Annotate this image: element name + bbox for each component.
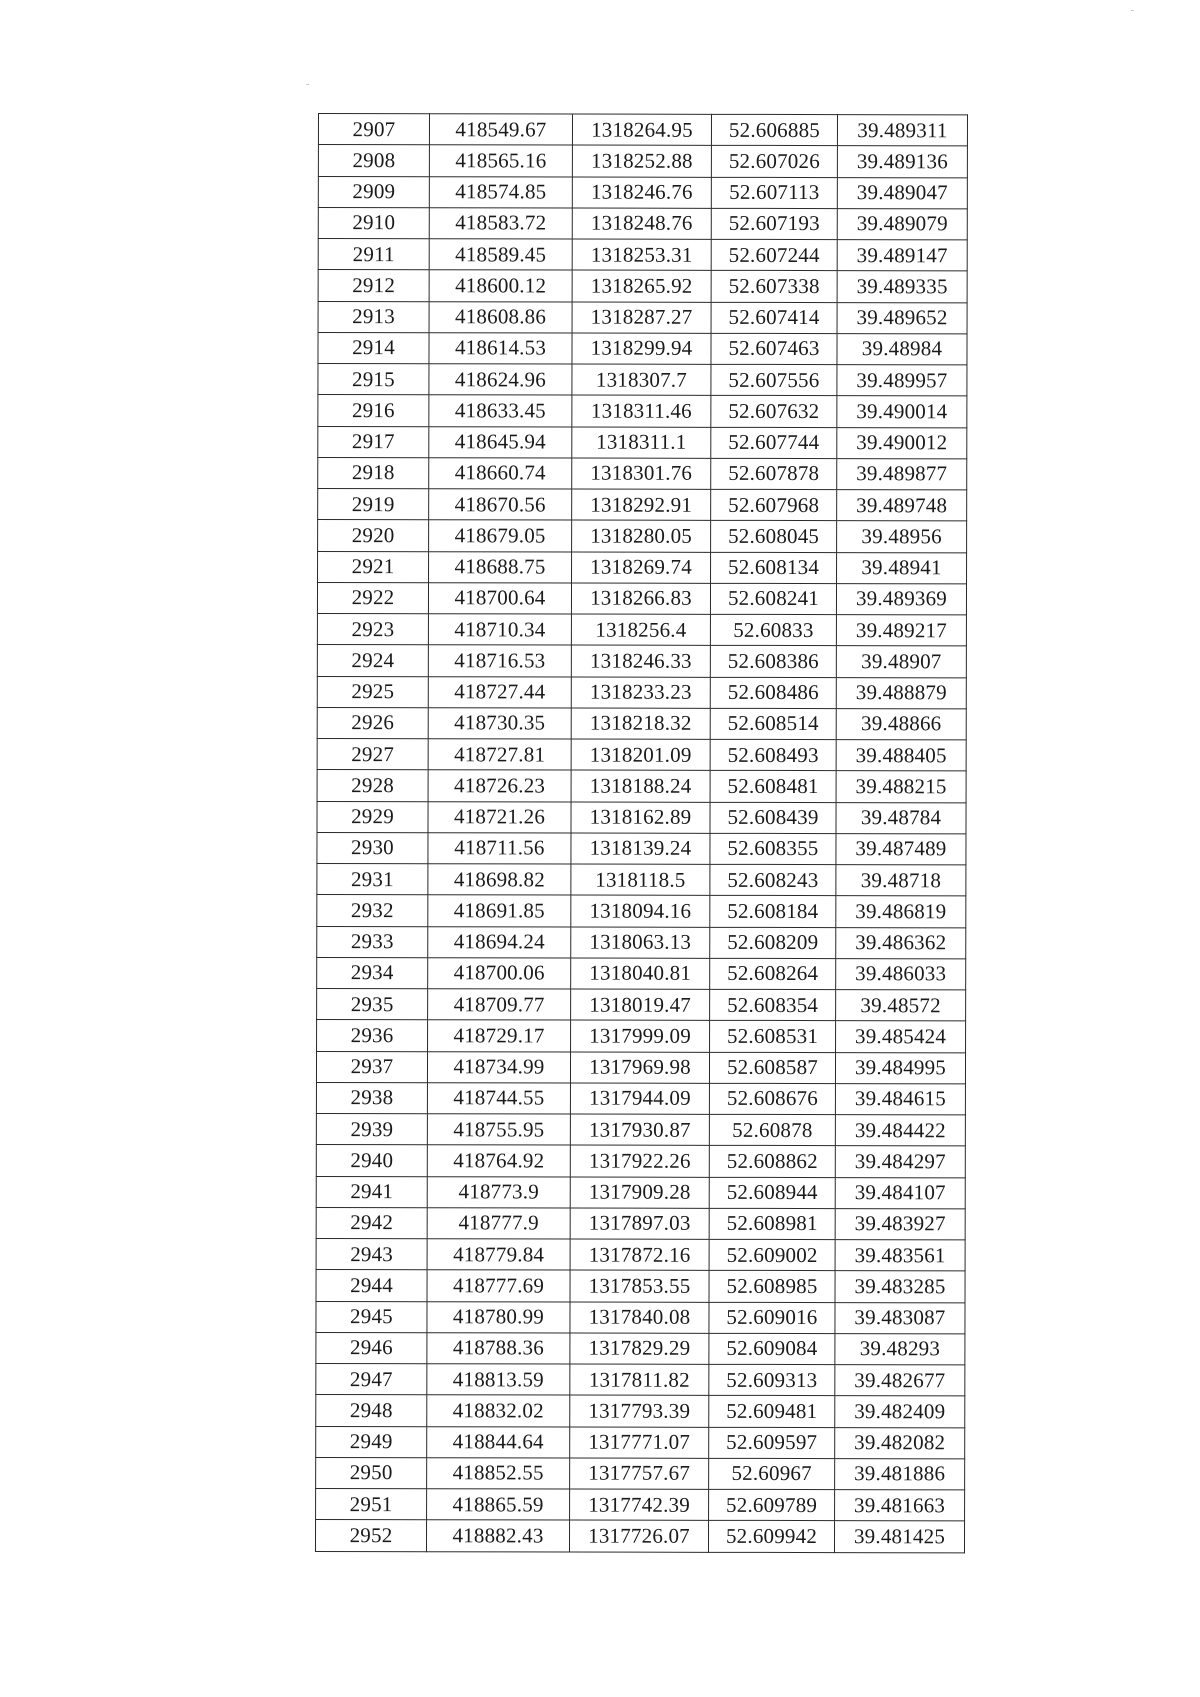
- point-number-cell: 2924: [317, 645, 428, 676]
- table-row: [317, 770, 966, 803]
- y-coordinate-cell: 1318252.88: [572, 145, 711, 177]
- point-number-cell: 2919: [318, 489, 429, 520]
- latitude-cell: 52.608354: [710, 989, 836, 1021]
- point-number-cell: 2936: [317, 1020, 428, 1051]
- table-row: [317, 926, 966, 959]
- y-coordinate-cell: 1318162.89: [571, 802, 710, 834]
- latitude-cell: 52.608531: [710, 1021, 836, 1053]
- longitude-cell: 39.490014: [837, 396, 967, 428]
- table-row: [317, 895, 966, 928]
- x-coordinate-cell: 418574.85: [429, 176, 572, 208]
- longitude-cell: 39.48941: [837, 552, 967, 584]
- y-coordinate-cell: 1318246.33: [571, 645, 710, 677]
- table-row: [318, 520, 967, 553]
- point-number-cell: 2907: [318, 114, 429, 145]
- longitude-cell: 39.489957: [837, 365, 967, 397]
- table-row: [318, 239, 967, 272]
- latitude-cell: 52.609481: [709, 1396, 835, 1428]
- table-row: [318, 332, 967, 365]
- x-coordinate-cell: 418721.26: [428, 801, 571, 833]
- latitude-cell: 52.608386: [710, 646, 836, 678]
- point-number-cell: 2911: [318, 239, 429, 270]
- table-row: [316, 1207, 965, 1240]
- x-coordinate-cell: 418633.45: [429, 395, 572, 427]
- y-coordinate-cell: 1318253.31: [572, 239, 711, 271]
- table-row: [316, 1051, 965, 1084]
- table-row: [316, 1238, 965, 1271]
- latitude-cell: 52.609789: [709, 1489, 835, 1521]
- latitude-cell: 52.608862: [709, 1146, 835, 1178]
- x-coordinate-cell: 418788.36: [427, 1332, 570, 1364]
- table-row: [318, 364, 967, 397]
- latitude-cell: 52.608587: [709, 1052, 835, 1084]
- longitude-cell: 39.484615: [835, 1083, 965, 1115]
- longitude-cell: 39.490012: [837, 427, 967, 459]
- longitude-cell: 39.486033: [836, 958, 966, 990]
- latitude-cell: 52.60833: [710, 614, 836, 646]
- y-coordinate-cell: 1318311.1: [572, 427, 711, 459]
- latitude-cell: 52.607244: [711, 239, 837, 271]
- x-coordinate-cell: 418777.9: [427, 1207, 570, 1239]
- table-row: [318, 301, 967, 334]
- table-row: [316, 1113, 965, 1146]
- latitude-cell: 52.609016: [709, 1302, 835, 1334]
- scan-speck: [1131, 10, 1134, 11]
- latitude-cell: 52.608241: [710, 583, 836, 615]
- point-number-cell: 2915: [318, 364, 429, 395]
- longitude-cell: 39.484422: [835, 1115, 965, 1147]
- y-coordinate-cell: 1318246.76: [572, 177, 711, 209]
- x-coordinate-cell: 418700.64: [428, 582, 571, 614]
- y-coordinate-cell: 1318269.74: [572, 552, 711, 584]
- x-coordinate-cell: 418730.35: [428, 707, 571, 739]
- latitude-cell: 52.609084: [709, 1333, 835, 1365]
- point-number-cell: 2910: [318, 207, 429, 238]
- longitude-cell: 39.489369: [836, 583, 966, 615]
- latitude-cell: 52.607878: [711, 458, 837, 490]
- point-number-cell: 2947: [316, 1363, 427, 1394]
- longitude-cell: 39.48784: [836, 802, 966, 834]
- x-coordinate-cell: 418865.59: [427, 1489, 570, 1521]
- longitude-cell: 39.489136: [837, 146, 967, 178]
- x-coordinate-cell: 418779.84: [427, 1239, 570, 1271]
- longitude-cell: 39.481886: [835, 1458, 965, 1490]
- latitude-cell: 52.609313: [709, 1364, 835, 1396]
- x-coordinate-cell: 418764.92: [427, 1145, 570, 1177]
- table-row: [318, 551, 967, 584]
- table-row: [315, 1520, 964, 1553]
- longitude-cell: 39.48293: [835, 1333, 965, 1365]
- x-coordinate-cell: 418614.53: [429, 332, 572, 364]
- x-coordinate-cell: 418744.55: [427, 1082, 570, 1114]
- table-row: [317, 801, 966, 834]
- x-coordinate-cell: 418832.02: [427, 1395, 570, 1427]
- x-coordinate-cell: 418716.53: [428, 645, 571, 677]
- y-coordinate-cell: 1318019.47: [571, 989, 710, 1021]
- point-number-cell: 2931: [317, 863, 428, 894]
- y-coordinate-cell: 1318248.76: [572, 208, 711, 240]
- point-number-cell: 2929: [317, 801, 428, 832]
- point-number-cell: 2941: [316, 1176, 427, 1207]
- longitude-cell: 39.481663: [835, 1490, 965, 1522]
- point-number-cell: 2946: [316, 1332, 427, 1363]
- y-coordinate-cell: 1318063.13: [571, 927, 710, 959]
- longitude-cell: 39.483285: [835, 1271, 965, 1303]
- coordinates-table: [315, 113, 968, 1553]
- latitude-cell: 52.607968: [711, 489, 837, 521]
- point-number-cell: 2935: [317, 988, 428, 1019]
- longitude-cell: 39.489147: [837, 240, 967, 272]
- latitude-cell: 52.607744: [711, 427, 837, 459]
- x-coordinate-cell: 418710.34: [428, 614, 571, 646]
- coordinates-table-body: [315, 114, 967, 1553]
- table-row: [317, 676, 966, 709]
- point-number-cell: 2913: [318, 301, 429, 332]
- x-coordinate-cell: 418645.94: [429, 426, 572, 458]
- x-coordinate-cell: 418729.17: [428, 1020, 571, 1052]
- latitude-cell: 52.608985: [709, 1271, 835, 1303]
- point-number-cell: 2912: [318, 270, 429, 301]
- y-coordinate-cell: 1317909.28: [570, 1177, 709, 1209]
- point-number-cell: 2920: [318, 520, 429, 551]
- table-row: [317, 707, 966, 740]
- latitude-cell: 52.608944: [709, 1177, 835, 1209]
- table-row: [318, 489, 967, 522]
- latitude-cell: 52.609597: [709, 1427, 835, 1459]
- table-row: [317, 832, 966, 865]
- y-coordinate-cell: 1318040.81: [571, 958, 710, 990]
- table-row: [317, 957, 966, 990]
- y-coordinate-cell: 1318188.24: [571, 770, 710, 802]
- y-coordinate-cell: 1317944.09: [570, 1083, 709, 1115]
- y-coordinate-cell: 1318307.7: [572, 364, 711, 396]
- table-row: [316, 1426, 965, 1459]
- point-number-cell: 2933: [317, 926, 428, 957]
- x-coordinate-cell: 418691.85: [428, 895, 571, 927]
- latitude-cell: 52.608264: [710, 958, 836, 990]
- table-row: [317, 582, 966, 615]
- x-coordinate-cell: 418755.95: [427, 1114, 570, 1146]
- x-coordinate-cell: 418670.56: [429, 489, 572, 521]
- table-row: [316, 1332, 965, 1365]
- x-coordinate-cell: 418549.67: [429, 114, 572, 146]
- longitude-cell: 39.48956: [837, 521, 967, 553]
- longitude-cell: 39.489047: [837, 177, 967, 209]
- longitude-cell: 39.48866: [836, 708, 966, 740]
- longitude-cell: 39.483087: [835, 1302, 965, 1334]
- longitude-cell: 39.48718: [836, 865, 966, 897]
- y-coordinate-cell: 1317853.55: [570, 1270, 709, 1302]
- y-coordinate-cell: 1318233.23: [571, 677, 710, 709]
- point-number-cell: 2923: [317, 613, 428, 644]
- y-coordinate-cell: 1318201.09: [571, 739, 710, 771]
- latitude-cell: 52.607632: [711, 396, 837, 428]
- x-coordinate-cell: 418589.45: [429, 239, 572, 271]
- x-coordinate-cell: 418777.69: [427, 1270, 570, 1302]
- y-coordinate-cell: 1317771.07: [570, 1427, 709, 1459]
- latitude-cell: 52.607414: [711, 302, 837, 334]
- point-number-cell: 2928: [317, 770, 428, 801]
- x-coordinate-cell: 418727.81: [428, 739, 571, 771]
- x-coordinate-cell: 418882.43: [426, 1520, 569, 1552]
- x-coordinate-cell: 418727.44: [428, 676, 571, 708]
- latitude-cell: 52.608439: [710, 802, 836, 834]
- point-number-cell: 2937: [316, 1051, 427, 1082]
- table-row: [316, 1082, 965, 1115]
- longitude-cell: 39.489877: [837, 458, 967, 490]
- latitude-cell: 52.607338: [711, 271, 837, 303]
- y-coordinate-cell: 1317811.82: [570, 1364, 709, 1396]
- point-number-cell: 2943: [316, 1238, 427, 1269]
- longitude-cell: 39.482082: [835, 1427, 965, 1459]
- y-coordinate-cell: 1318299.94: [572, 333, 711, 365]
- y-coordinate-cell: 1318218.32: [571, 708, 710, 740]
- longitude-cell: 39.489652: [837, 302, 967, 334]
- latitude-cell: 52.60878: [709, 1114, 835, 1146]
- latitude-cell: 52.608184: [710, 896, 836, 928]
- longitude-cell: 39.484297: [835, 1146, 965, 1178]
- table-row: [318, 176, 967, 209]
- latitude-cell: 52.608676: [709, 1083, 835, 1115]
- y-coordinate-cell: 1318139.24: [571, 833, 710, 865]
- y-coordinate-cell: 1318311.46: [572, 395, 711, 427]
- longitude-cell: 39.489335: [837, 271, 967, 303]
- table-row: [318, 426, 967, 459]
- longitude-cell: 39.484995: [835, 1052, 965, 1084]
- latitude-cell: 52.608981: [709, 1208, 835, 1240]
- point-number-cell: 2952: [315, 1520, 426, 1551]
- table-row: [318, 207, 967, 240]
- x-coordinate-cell: 418734.99: [427, 1051, 570, 1083]
- y-coordinate-cell: 1317922.26: [570, 1145, 709, 1177]
- point-number-cell: 2914: [318, 332, 429, 363]
- point-number-cell: 2945: [316, 1301, 427, 1332]
- point-number-cell: 2930: [317, 832, 428, 863]
- latitude-cell: 52.608045: [711, 521, 837, 553]
- point-number-cell: 2934: [317, 957, 428, 988]
- x-coordinate-cell: 418688.75: [429, 551, 572, 583]
- y-coordinate-cell: 1317726.07: [569, 1520, 708, 1552]
- y-coordinate-cell: 1318287.27: [572, 302, 711, 334]
- y-coordinate-cell: 1317872.16: [570, 1239, 709, 1271]
- x-coordinate-cell: 418624.96: [429, 364, 572, 396]
- longitude-cell: 39.482677: [835, 1365, 965, 1397]
- latitude-cell: 52.608493: [710, 739, 836, 771]
- x-coordinate-cell: 418608.86: [429, 301, 572, 333]
- y-coordinate-cell: 1318118.5: [571, 864, 710, 896]
- table-row: [317, 738, 966, 771]
- table-row: [318, 395, 967, 428]
- table-row: [317, 1020, 966, 1053]
- x-coordinate-cell: 418780.99: [427, 1301, 570, 1333]
- latitude-cell: 52.608355: [710, 833, 836, 865]
- latitude-cell: 52.608481: [710, 771, 836, 803]
- x-coordinate-cell: 418679.05: [429, 520, 572, 552]
- point-number-cell: 2918: [318, 457, 429, 488]
- y-coordinate-cell: 1317829.29: [570, 1333, 709, 1365]
- point-number-cell: 2948: [316, 1395, 427, 1426]
- latitude-cell: 52.606885: [711, 114, 837, 146]
- point-number-cell: 2950: [316, 1457, 427, 1488]
- x-coordinate-cell: 418773.9: [427, 1176, 570, 1208]
- latitude-cell: 52.607026: [711, 146, 837, 178]
- table-row: [316, 1270, 965, 1303]
- latitude-cell: 52.609002: [709, 1239, 835, 1271]
- table-row: [318, 270, 967, 303]
- longitude-cell: 39.486819: [836, 896, 966, 928]
- point-number-cell: 2908: [318, 145, 429, 176]
- point-number-cell: 2932: [317, 895, 428, 926]
- x-coordinate-cell: 418660.74: [429, 457, 572, 489]
- latitude-cell: 52.60967: [709, 1458, 835, 1490]
- x-coordinate-cell: 418600.12: [429, 270, 572, 302]
- latitude-cell: 52.608243: [710, 864, 836, 896]
- point-number-cell: 2909: [318, 176, 429, 207]
- point-number-cell: 2938: [316, 1082, 427, 1113]
- longitude-cell: 39.48572: [836, 990, 966, 1022]
- longitude-cell: 39.487489: [836, 833, 966, 865]
- point-number-cell: 2944: [316, 1270, 427, 1301]
- latitude-cell: 52.608134: [711, 552, 837, 584]
- x-coordinate-cell: 418813.59: [427, 1364, 570, 1396]
- table-row: [317, 645, 966, 678]
- x-coordinate-cell: 418726.23: [428, 770, 571, 802]
- table-row: [316, 1363, 965, 1396]
- table-row: [317, 613, 966, 646]
- y-coordinate-cell: 1317999.09: [571, 1020, 710, 1052]
- y-coordinate-cell: 1317742.39: [570, 1489, 709, 1521]
- y-coordinate-cell: 1317930.87: [570, 1114, 709, 1146]
- latitude-cell: 52.607113: [711, 177, 837, 209]
- table-row: [318, 114, 967, 147]
- y-coordinate-cell: 1318280.05: [572, 520, 711, 552]
- table-row: [316, 1395, 965, 1428]
- y-coordinate-cell: 1317897.03: [570, 1208, 709, 1240]
- table-row: [316, 1176, 965, 1209]
- point-number-cell: 2922: [317, 582, 428, 613]
- longitude-cell: 39.485424: [836, 1021, 966, 1053]
- table-row: [317, 863, 966, 896]
- point-number-cell: 2927: [317, 738, 428, 769]
- longitude-cell: 39.486362: [836, 927, 966, 959]
- longitude-cell: 39.489311: [837, 115, 967, 147]
- latitude-cell: 52.607463: [711, 333, 837, 365]
- point-number-cell: 2917: [318, 426, 429, 457]
- longitude-cell: 39.488405: [836, 740, 966, 772]
- y-coordinate-cell: 1317757.67: [570, 1458, 709, 1490]
- table-row: [316, 1145, 965, 1178]
- x-coordinate-cell: 418709.77: [428, 989, 571, 1021]
- longitude-cell: 39.484107: [835, 1177, 965, 1209]
- table-row: [316, 1488, 965, 1521]
- longitude-cell: 39.482409: [835, 1396, 965, 1428]
- x-coordinate-cell: 418844.64: [427, 1426, 570, 1458]
- point-number-cell: 2949: [316, 1426, 427, 1457]
- y-coordinate-cell: 1318292.91: [572, 489, 711, 521]
- x-coordinate-cell: 418583.72: [429, 207, 572, 239]
- longitude-cell: 39.48984: [837, 333, 967, 365]
- latitude-cell: 52.607556: [711, 364, 837, 396]
- point-number-cell: 2939: [316, 1113, 427, 1144]
- table-row: [318, 457, 967, 490]
- longitude-cell: 39.48907: [836, 646, 966, 678]
- point-number-cell: 2942: [316, 1207, 427, 1238]
- y-coordinate-cell: 1317840.08: [570, 1302, 709, 1334]
- x-coordinate-cell: 418694.24: [428, 926, 571, 958]
- scan-speck: [306, 84, 309, 85]
- longitude-cell: 39.488215: [836, 771, 966, 803]
- table-row: [316, 1457, 965, 1490]
- y-coordinate-cell: 1317793.39: [570, 1395, 709, 1427]
- point-number-cell: 2926: [317, 707, 428, 738]
- longitude-cell: 39.481425: [834, 1521, 964, 1553]
- latitude-cell: 52.608209: [710, 927, 836, 959]
- x-coordinate-cell: 418700.06: [428, 957, 571, 989]
- y-coordinate-cell: 1318094.16: [571, 895, 710, 927]
- point-number-cell: 2925: [317, 676, 428, 707]
- x-coordinate-cell: 418852.55: [427, 1457, 570, 1489]
- longitude-cell: 39.488879: [836, 677, 966, 709]
- longitude-cell: 39.483927: [835, 1208, 965, 1240]
- point-number-cell: 2951: [316, 1488, 427, 1519]
- latitude-cell: 52.608514: [710, 708, 836, 740]
- longitude-cell: 39.489079: [837, 208, 967, 240]
- y-coordinate-cell: 1318264.95: [572, 114, 711, 146]
- latitude-cell: 52.609942: [708, 1521, 834, 1553]
- x-coordinate-cell: 418698.82: [428, 864, 571, 896]
- point-number-cell: 2921: [318, 551, 429, 582]
- x-coordinate-cell: 418711.56: [428, 832, 571, 864]
- y-coordinate-cell: 1318266.83: [571, 583, 710, 615]
- longitude-cell: 39.483561: [835, 1240, 965, 1272]
- longitude-cell: 39.489748: [837, 490, 967, 522]
- table-row: [317, 988, 966, 1021]
- point-number-cell: 2940: [316, 1145, 427, 1176]
- table-row: [316, 1301, 965, 1334]
- latitude-cell: 52.607193: [711, 208, 837, 240]
- table-row: [318, 145, 967, 178]
- y-coordinate-cell: 1318256.4: [571, 614, 710, 646]
- y-coordinate-cell: 1318265.92: [572, 270, 711, 302]
- latitude-cell: 52.608486: [710, 677, 836, 709]
- point-number-cell: 2916: [318, 395, 429, 426]
- y-coordinate-cell: 1317969.98: [570, 1052, 709, 1084]
- y-coordinate-cell: 1318301.76: [572, 458, 711, 490]
- x-coordinate-cell: 418565.16: [429, 145, 572, 177]
- longitude-cell: 39.489217: [836, 615, 966, 647]
